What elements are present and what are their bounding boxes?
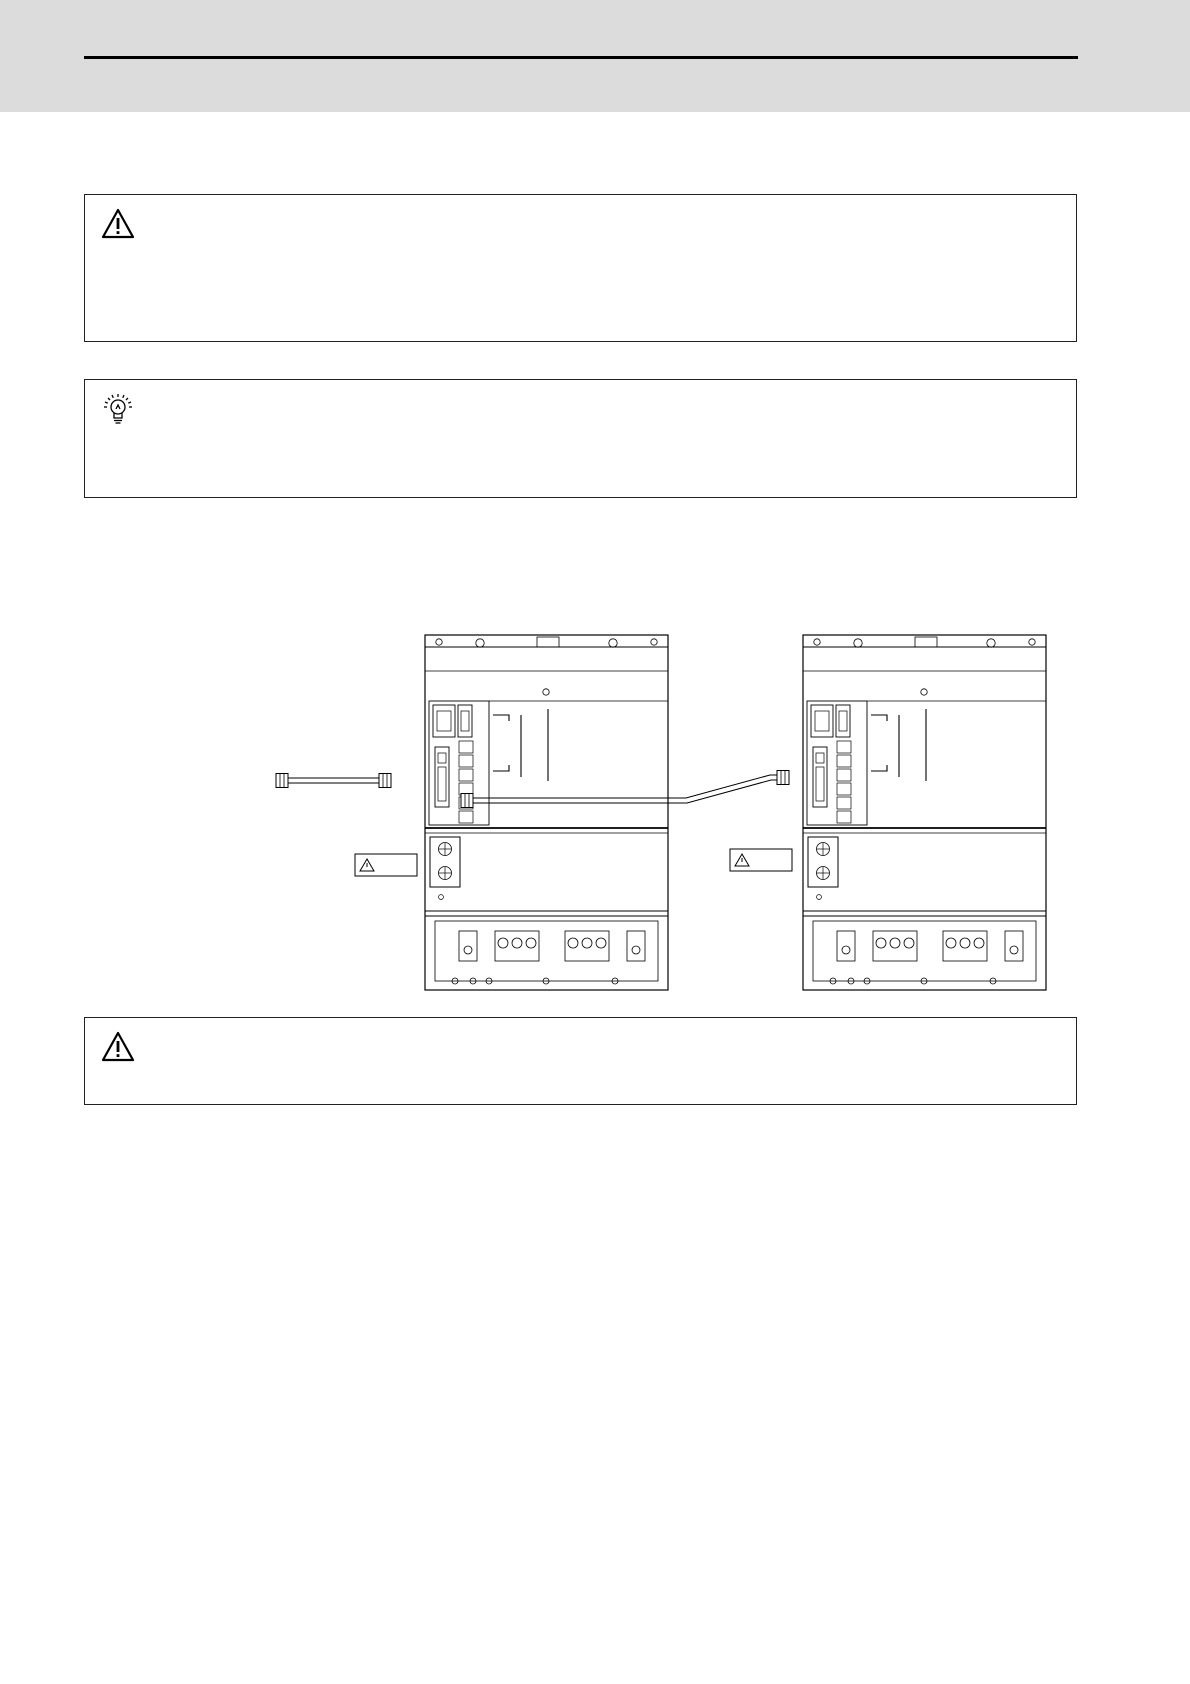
warning-triangle-icon: [101, 207, 135, 241]
drive-unit-1: [425, 635, 668, 990]
drive-units-figure: [260, 625, 1060, 997]
point-notice-box: [84, 379, 1077, 498]
drive-units-drawing: [260, 625, 1060, 997]
warning-label-tag-2: [730, 849, 792, 871]
header-rule: [84, 56, 1078, 59]
warning-label-tag-1: [355, 854, 417, 876]
loose-connector-cable: [276, 774, 391, 788]
warning-triangle-icon: [101, 1030, 135, 1064]
lightbulb-icon: [101, 392, 135, 426]
caution-notice-box-2: [84, 1017, 1077, 1105]
drive-unit-2: [803, 635, 1046, 990]
caution-notice-box: [84, 194, 1077, 342]
